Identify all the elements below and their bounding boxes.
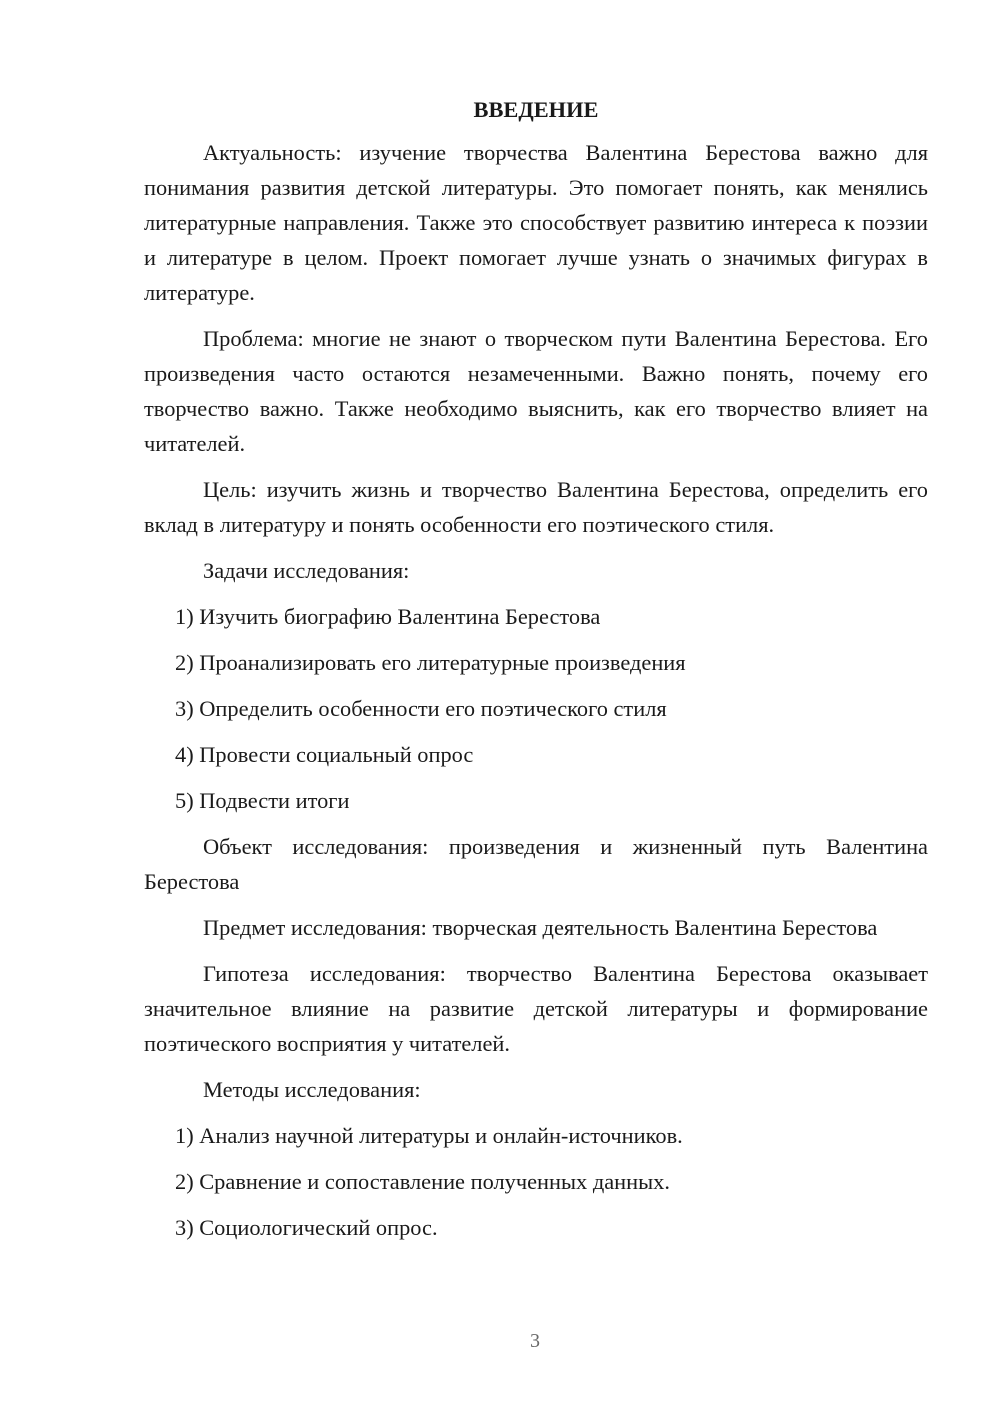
methods-label: Методы исследования:	[203, 1077, 421, 1102]
page-title: ВВЕДЕНИЕ	[473, 97, 599, 122]
list-item: 2) Проанализировать его литературные произведения	[175, 650, 686, 675]
list-item: 1) Изучить биографию Валентина Берестова	[175, 604, 601, 629]
subject-paragraph: Предмет исследования: творческая деятельность Валентина Берестова	[203, 915, 878, 940]
list-item: 3) Социологический опрос.	[175, 1215, 438, 1240]
tasks-label: Задачи исследования:	[203, 558, 410, 583]
object-paragraph: Объект исследования: произведения и жизненный путь Валентина Берестова	[144, 834, 928, 894]
goal-paragraph: Цель: изучить жизнь и творчество Валентина Берестова, определить его вклад в литературу и понять особенности его поэтического стиля.	[144, 477, 928, 537]
list-item: 1) Анализ научной литературы и онлайн-источников.	[175, 1123, 683, 1148]
list-item: 2) Сравнение и сопоставление полученных данных.	[175, 1169, 670, 1194]
tasks-list	[144, 599, 928, 818]
list-item: 5) Подвести итоги	[175, 788, 350, 813]
page-number: 3	[530, 1330, 540, 1352]
methods-list	[144, 1118, 928, 1245]
relevance-paragraph: Актуальность: изучение творчества Валентина Берестова важно для понимания развития детской литературы. Это помогает понять, как менялись литературные направления. Также это способствует развитию интереса к поэзии и литературе в целом. Проект помогает лучше узнать о значимых фигурах в литературе.	[144, 140, 928, 305]
document-page	[144, 92, 928, 1256]
list-item: 4) Провести социальный опрос	[175, 742, 474, 767]
hypothesis-paragraph: Гипотеза исследования: творчество Валентина Берестова оказывает значительное влияние на развитие детской литературы и формирование поэтического восприятия у читателей.	[144, 961, 928, 1056]
list-item: 3) Определить особенности его поэтического стиля	[175, 696, 667, 721]
problem-paragraph: Проблема: многие не знают о творческом пути Валентина Берестова. Его произведения часто остаются незамеченными. Важно понять, почему его творчество важно. Также необходимо выяснить, как его творчество влияет на читателей.	[144, 326, 928, 456]
